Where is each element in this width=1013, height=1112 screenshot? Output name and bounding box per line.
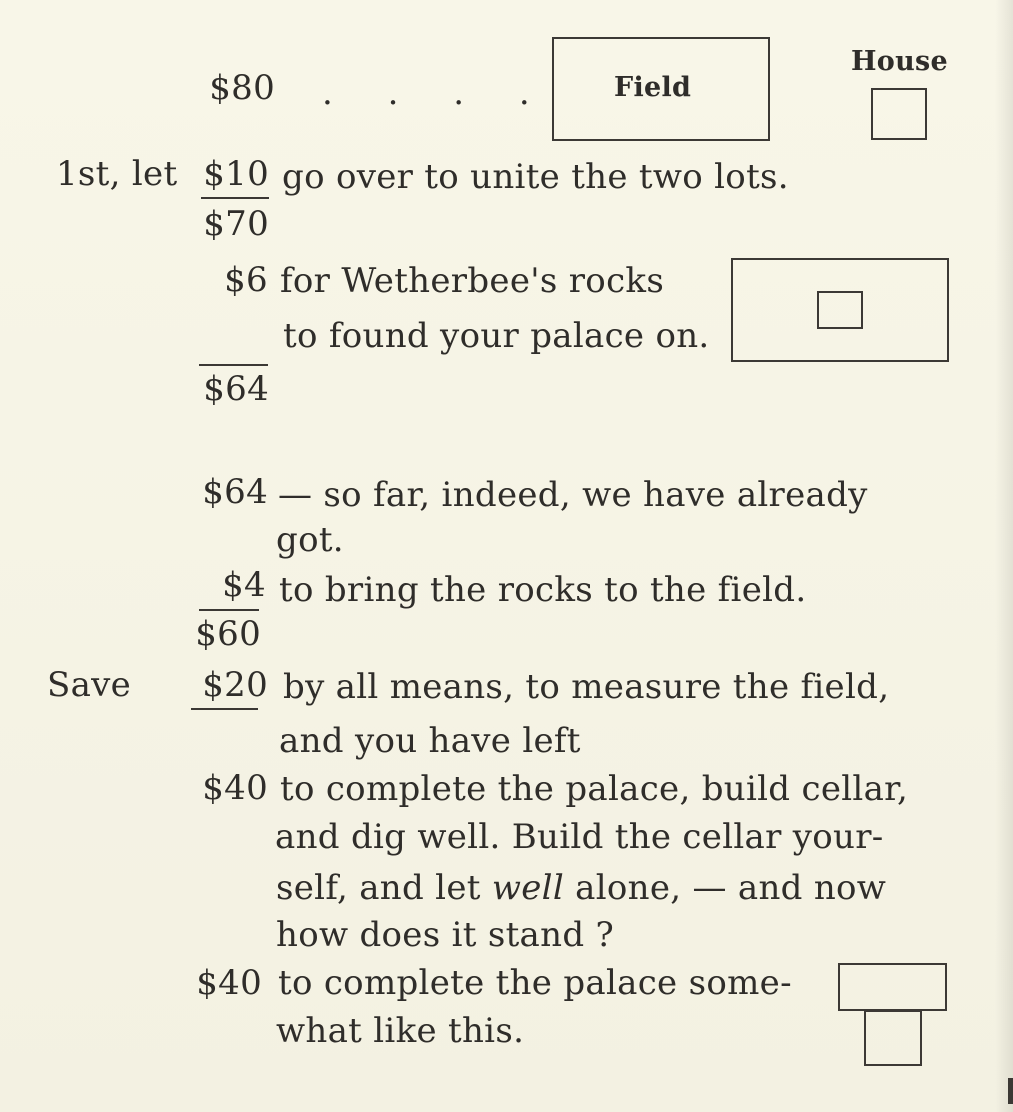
save-label: Save bbox=[47, 665, 132, 705]
save-text-line-1: by all means, to measure the field, bbox=[283, 667, 890, 707]
palace-lower-diagram-box bbox=[864, 1010, 922, 1066]
rocks-text-line-1: for Wetherbee's rocks bbox=[280, 261, 665, 301]
complete-text-line-3 bbox=[276, 868, 887, 908]
dot-leader: . . . . bbox=[322, 73, 552, 113]
amount-10: $10 bbox=[203, 154, 269, 194]
amount-40-first: $40 bbox=[202, 768, 268, 808]
complete-text-line-1: to complete the palace, build cellar, bbox=[280, 769, 909, 809]
save-text-line-2: and you have left bbox=[279, 721, 581, 761]
complete-text-line-3-start: self, and let bbox=[276, 868, 492, 908]
amount-80: $80 bbox=[209, 68, 275, 108]
amount-64-repeat: $64 bbox=[202, 472, 268, 512]
page-corner-mark bbox=[1008, 1078, 1013, 1104]
unite-lots-text: go over to unite the two lots. bbox=[282, 157, 789, 197]
amount-64-result: $64 bbox=[203, 369, 269, 409]
subtraction-rule-1 bbox=[201, 197, 269, 199]
amount-40-second: $40 bbox=[196, 963, 262, 1003]
already-text-line-1: — so far, indeed, we have already bbox=[278, 475, 868, 515]
amount-6: $6 bbox=[224, 260, 268, 300]
bring-rocks-text: to bring the rocks to the field. bbox=[279, 570, 807, 610]
palace-upper-diagram-box bbox=[838, 963, 947, 1011]
page-edge-shadow bbox=[995, 0, 1013, 1112]
rocks-text-line-2: to found your palace on. bbox=[283, 316, 710, 356]
rocks-palace-diagram-box bbox=[817, 291, 863, 329]
subtraction-rule-3 bbox=[199, 609, 259, 611]
amount-60: $60 bbox=[195, 614, 261, 654]
subtraction-rule-2 bbox=[199, 364, 268, 366]
house-diagram-box bbox=[871, 88, 927, 140]
complete-text-line-3-emphasis: well bbox=[491, 868, 565, 908]
step-1-prefix: 1st, let bbox=[56, 154, 178, 194]
house-label: House bbox=[851, 46, 949, 77]
complete-text-line-2: and dig well. Build the cellar your- bbox=[275, 817, 884, 857]
amount-4: $4 bbox=[222, 565, 266, 605]
palace-text-line-1: to complete the palace some- bbox=[278, 963, 792, 1003]
field-label: Field bbox=[614, 72, 692, 103]
amount-70: $70 bbox=[203, 204, 269, 244]
complete-text-line-3-end: alone, — and now bbox=[564, 868, 887, 908]
complete-text-line-4: how does it stand ? bbox=[276, 915, 615, 955]
palace-text-line-2: what like this. bbox=[276, 1011, 525, 1051]
subtraction-rule-4 bbox=[191, 708, 258, 710]
amount-20: $20 bbox=[202, 665, 268, 705]
already-text-line-2: got. bbox=[276, 520, 344, 560]
